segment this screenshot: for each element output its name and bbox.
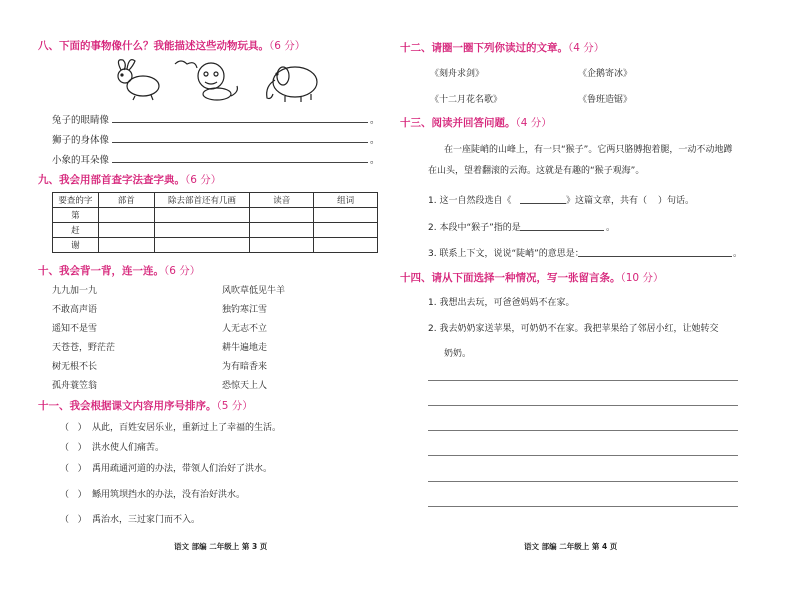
section-13-points: （4 分）: [515, 117, 552, 129]
table-char: 谢: [53, 238, 99, 253]
section-13-title: 十三、阅读并回答问题。: [400, 117, 516, 129]
end-mark: 。: [370, 115, 380, 126]
answer-cell[interactable]: [250, 238, 314, 253]
elephant-toy-icon: [267, 67, 317, 102]
rabbit-eye-label: 兔子的眼睛像: [52, 115, 110, 126]
rabbit-eye-answer-line[interactable]: [112, 122, 368, 123]
end-mark: 。: [370, 135, 380, 146]
order-slot[interactable]: （ ）: [60, 515, 87, 525]
end-mark: 。: [733, 249, 743, 259]
lion-body-answer-line[interactable]: [112, 142, 368, 143]
question-1-part-b: 》这篇文章，共有（: [566, 196, 648, 206]
order-slot[interactable]: （ ）: [60, 490, 87, 500]
answer-cell[interactable]: [250, 208, 314, 223]
answer-cell[interactable]: [98, 208, 154, 223]
section-12-heading: [400, 40, 604, 55]
question-2: 2. 本段中“猴子”指的是: [428, 223, 521, 233]
section-14-points: （10 分）: [620, 272, 664, 284]
section-12-points: （4 分）: [568, 42, 605, 54]
table-header-row: [53, 193, 378, 208]
section-10-points: （6 分）: [164, 265, 201, 277]
table-header: 除去部首还有几画: [154, 193, 250, 208]
note-option-1: 1. 我想出去玩，可爸爸妈妈不在家。: [428, 298, 575, 308]
table-row: [53, 223, 378, 238]
lion-body-label: 狮子的身体像: [52, 135, 110, 146]
section-12-title: 十二、请圈一圈下列你读过的文章。: [400, 42, 568, 54]
answer-cell[interactable]: [154, 238, 250, 253]
end-mark: 。: [370, 155, 380, 166]
writing-line[interactable]: [428, 405, 738, 406]
order-item: 从此，百姓安居乐业，重新过上了幸福的生活。: [92, 423, 282, 433]
section-8-heading: [38, 38, 305, 53]
answer-cell[interactable]: [154, 223, 250, 238]
table-char: 赶: [53, 223, 99, 238]
poem-left-item[interactable]: 孤舟蓑笠翁: [52, 381, 98, 391]
note-option-2-line-1: 2. 我去奶奶家送苹果，可奶奶不在家。我把苹果给了邻居小红，让她转交: [428, 324, 719, 334]
reading-work[interactable]: 《十二月花名歌》: [430, 95, 503, 105]
question-1-part-a: 1. 这一自然段选自《: [428, 196, 512, 206]
writing-line[interactable]: [428, 506, 738, 507]
section-11-heading: [38, 398, 253, 413]
table-row: [53, 208, 378, 223]
page-footer: 语文 部编 二年级上 第 3 页: [174, 542, 268, 551]
section-9-heading: [38, 172, 221, 187]
question-1-part-c: ）句话。: [658, 196, 695, 206]
note-option-2-line-2: 奶奶。: [444, 349, 472, 359]
poem-right-item[interactable]: 恐惊天上人: [222, 381, 268, 391]
order-item: 鲧用筑坝挡水的办法，没有治好洪水。: [92, 490, 246, 500]
section-10-title: 十、我会背一背，连一连。: [38, 265, 164, 277]
writing-line[interactable]: [428, 455, 738, 456]
poem-left-item[interactable]: 不敢高声语: [52, 305, 98, 315]
answer-cell[interactable]: [314, 223, 378, 238]
poem-left-item[interactable]: 九九加一九: [52, 286, 98, 296]
elephant-ear-answer-line[interactable]: [112, 162, 368, 163]
end-mark: 。: [606, 223, 616, 233]
lion-toy-icon: [175, 61, 237, 100]
section-13-heading: [400, 115, 552, 130]
section-11-points: （5 分）: [216, 400, 253, 412]
table-header: 部首: [98, 193, 154, 208]
rabbit-toy-icon: [118, 60, 159, 100]
writing-line[interactable]: [428, 481, 738, 482]
order-item: 洪水使人们痛苦。: [92, 443, 165, 453]
order-slot[interactable]: （ ）: [60, 464, 87, 474]
passage-line-1: 在一座陡峭的山峰上，有一只“猴子”。它两只胳膊抱着腿，一动不动地蹲: [444, 145, 733, 155]
question-3: 3. 联系上下文，说说“陡峭”的意思是：: [428, 249, 584, 259]
section-14-heading: [400, 270, 663, 285]
poem-right-item[interactable]: 为有暗香来: [222, 362, 268, 372]
section-11-title: 十一、我会根据课文内容用序号排序。: [38, 400, 217, 412]
writing-line[interactable]: [428, 430, 738, 431]
table-row: [53, 238, 378, 253]
question-1-title-line[interactable]: [520, 203, 566, 204]
poem-right-item[interactable]: 耕牛遍地走: [222, 343, 268, 353]
section-9-title: 九、我会用部首查字法查字典。: [38, 174, 185, 186]
order-slot[interactable]: （ ）: [60, 443, 87, 453]
section-14-title: 十四、请从下面选择一种情况，写一张留言条。: [400, 272, 621, 284]
order-item: 禹治水，三过家门而不入。: [92, 515, 201, 525]
section-9-points: （6 分）: [185, 174, 222, 186]
writing-line[interactable]: [428, 380, 738, 381]
table-header: 组词: [314, 193, 378, 208]
page-footer: 语文 部编 二年级上 第 4 页: [524, 542, 618, 551]
elephant-ear-label: 小象的耳朵像: [52, 155, 110, 166]
poem-right-item[interactable]: 风吹草低见牛羊: [222, 286, 286, 296]
section-10-heading: [38, 263, 200, 278]
order-item: 禹用疏通河道的办法，带领人们治好了洪水。: [92, 464, 273, 474]
poem-left-item[interactable]: 遥知不是雪: [52, 324, 98, 334]
section-8-title: 八、下面的事物像什么？我能描述这些动物玩具。: [38, 40, 269, 52]
answer-cell[interactable]: [314, 238, 378, 253]
passage-line-2: 在山头，望着翻滚的云海。这就是有趣的“猴子观海”。: [428, 166, 645, 176]
table-char: 第: [53, 208, 99, 223]
animal-toys-illustration: [105, 56, 335, 104]
poem-right-item[interactable]: 独钓寒江雪: [222, 305, 268, 315]
answer-cell[interactable]: [314, 208, 378, 223]
answer-cell[interactable]: [98, 223, 154, 238]
reading-work[interactable]: 《企鹅寄冰》: [578, 69, 633, 79]
table-header: 要查的字: [53, 193, 99, 208]
order-slot[interactable]: （ ）: [60, 423, 87, 433]
answer-cell[interactable]: [154, 208, 250, 223]
poem-left-item[interactable]: 天苍苍，野茫茫: [52, 343, 116, 353]
question-3-answer-line[interactable]: [578, 256, 732, 257]
table-header: 读音: [250, 193, 314, 208]
question-2-answer-line[interactable]: [520, 230, 604, 231]
answer-cell[interactable]: [250, 223, 314, 238]
section-8-points: （6 分）: [269, 40, 306, 52]
poem-right-item[interactable]: 人无志不立: [222, 324, 268, 334]
reading-work[interactable]: 《鲁班造锯》: [578, 95, 633, 105]
answer-cell[interactable]: [98, 238, 154, 253]
dictionary-table: [52, 192, 378, 253]
reading-work[interactable]: 《刻舟求剑》: [430, 69, 485, 79]
poem-left-item[interactable]: 树无根不长: [52, 362, 98, 372]
